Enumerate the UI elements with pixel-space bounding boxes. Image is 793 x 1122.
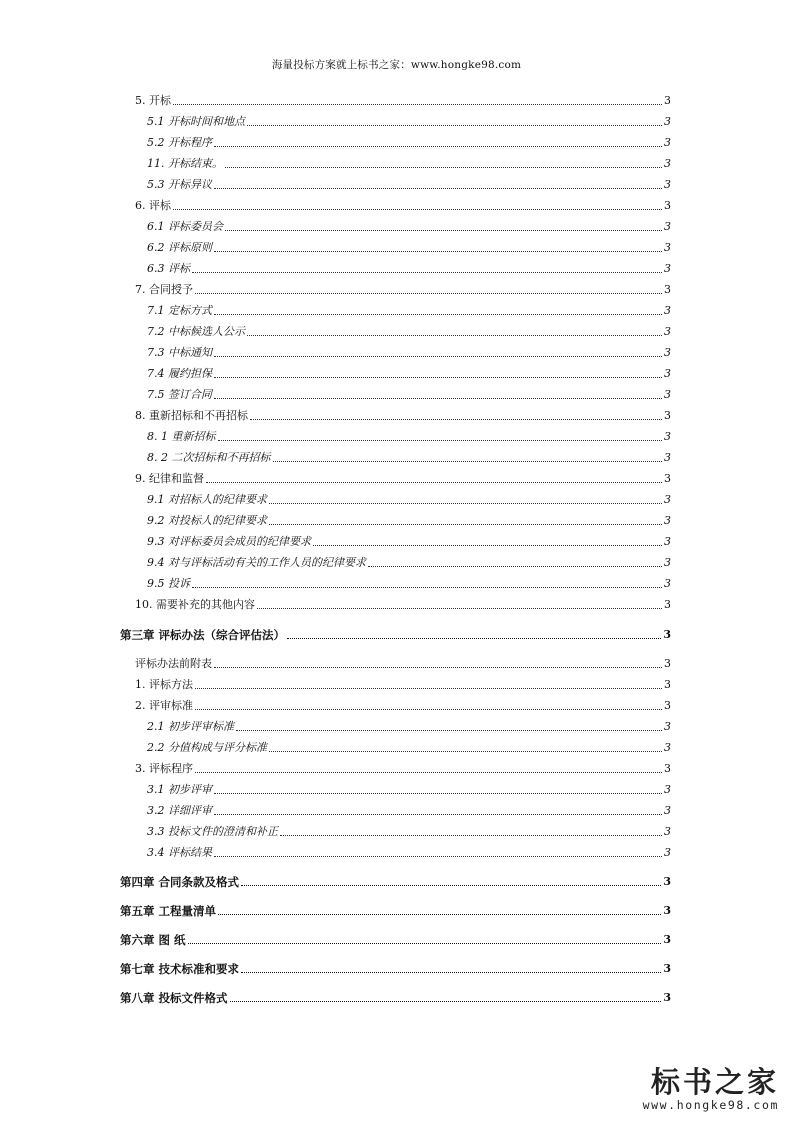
toc-page-number: 3 (663, 933, 671, 946)
toc-entry[interactable] (135, 699, 671, 713)
toc-leader-dots (214, 145, 662, 147)
toc-leader-dots (195, 771, 662, 773)
toc-page-number: 3 (664, 535, 671, 548)
toc-page-number: 3 (664, 304, 671, 317)
toc-entry[interactable] (135, 598, 671, 612)
toc-leader-dots (257, 607, 662, 609)
toc-chapter-entry[interactable] (120, 904, 671, 918)
toc-entry[interactable] (147, 535, 671, 549)
brand-logo-title: 标书之家 (650, 1065, 779, 1099)
toc-page-number: 3 (664, 741, 671, 754)
toc-leader-dots (241, 971, 661, 973)
toc-entry[interactable] (147, 241, 671, 255)
toc-page-number: 3 (664, 115, 671, 128)
toc-page-number: 3 (664, 577, 671, 590)
toc-entry-label: 3. 评标程序 (135, 762, 193, 775)
toc-entry[interactable] (135, 199, 671, 213)
toc-leader-dots (218, 913, 661, 915)
toc-entry[interactable] (147, 430, 671, 444)
toc-page-number: 3 (664, 367, 671, 380)
toc-page-number: 3 (664, 94, 671, 107)
toc-entry-label: 5. 开标 (135, 94, 171, 107)
brand-logo (643, 1066, 779, 1112)
toc-entry[interactable] (147, 388, 671, 402)
toc-entry[interactable] (147, 577, 671, 591)
toc-leader-dots (214, 813, 662, 815)
toc-entry[interactable] (135, 657, 671, 671)
toc-leader-dots (192, 586, 662, 588)
toc-page-number: 3 (664, 178, 671, 191)
toc-leader-dots (214, 313, 662, 315)
toc-page-number: 3 (663, 875, 671, 888)
toc-page-number: 3 (664, 157, 671, 170)
toc-chapter-entry[interactable] (120, 875, 671, 889)
toc-leader-dots (225, 166, 662, 168)
toc-leader-dots (241, 884, 661, 886)
toc-leader-dots (280, 834, 662, 836)
toc-entry-label: 2. 评审标准 (135, 699, 193, 712)
toc-leader-dots (269, 750, 662, 752)
toc-entry-label: 8. 2 二次招标和不再招标 (147, 451, 271, 464)
toc-page-number: 3 (663, 962, 671, 975)
toc-entry-label: 5.1 开标时间和地点 (147, 115, 245, 128)
toc-entry[interactable] (147, 136, 671, 150)
toc-page-number: 3 (664, 451, 671, 464)
toc-entry-label: 8. 1 重新招标 (147, 430, 216, 443)
toc-entry-label: 第五章 工程量清单 (120, 904, 217, 918)
toc-page-number: 3 (664, 388, 671, 401)
toc-leader-dots (247, 334, 662, 336)
toc-entry[interactable] (135, 283, 671, 297)
toc-page-number: 3 (664, 678, 671, 691)
toc-entry-label: 10. 需要补充的其他内容 (135, 598, 255, 611)
toc-chapter-entry[interactable] (120, 628, 671, 642)
toc-entry[interactable] (147, 846, 671, 860)
toc-entry[interactable] (147, 783, 671, 797)
toc-entry[interactable] (147, 325, 671, 339)
toc-page-number: 3 (664, 846, 671, 859)
toc-leader-dots (269, 523, 662, 525)
toc-entry[interactable] (147, 346, 671, 360)
toc-entry[interactable] (147, 451, 671, 465)
toc-entry[interactable] (135, 94, 671, 108)
toc-leader-dots (247, 124, 662, 126)
brand-logo-url: www.hongke98.com (642, 1098, 779, 1112)
toc-page-number: 3 (664, 720, 671, 733)
toc-page-number: 3 (664, 262, 671, 275)
toc-entry-label: 第八章 投标文件格式 (120, 991, 228, 1005)
toc-entry-label: 6.3 评标 (147, 262, 190, 275)
toc-page-number: 3 (664, 430, 671, 443)
toc-entry-label: 7.3 中标通知 (147, 346, 212, 359)
toc-leader-dots (214, 376, 662, 378)
toc-entry-label: 7.2 中标候选人公示 (147, 325, 245, 338)
toc-entry-label: 3.1 初步评审 (147, 783, 212, 796)
toc-entry-label: 9.2 对投标人的纪律要求 (147, 514, 267, 527)
toc-entry-label: 7.4 履约担保 (147, 367, 212, 380)
toc-leader-dots (214, 250, 662, 252)
toc-entry-label: 第六章 图 纸 (120, 933, 186, 947)
toc-entry-label: 第四章 合同条款及格式 (120, 875, 240, 889)
toc-leader-dots (206, 481, 662, 483)
toc-page-number: 3 (664, 346, 671, 359)
toc-entry-label: 3.3 投标文件的澄清和补正 (147, 825, 278, 838)
toc-entry-label: 7.5 签订合同 (147, 388, 212, 401)
toc-page-number: 3 (664, 514, 671, 527)
toc-entry[interactable] (147, 262, 671, 276)
toc-leader-dots (214, 855, 662, 857)
toc-entry-label: 11. 开标结束。 (147, 157, 223, 170)
toc-page-number: 3 (664, 825, 671, 838)
toc-entry-label: 8. 重新招标和不再招标 (135, 409, 248, 422)
toc-page-number: 3 (664, 493, 671, 506)
toc-entry-label: 第七章 技术标准和要求 (120, 962, 240, 976)
toc-page-number: 3 (664, 556, 671, 569)
page-header: 海量投标方案就上标书之家：www.hongke98.com (271, 59, 522, 71)
toc-page-number: 3 (664, 783, 671, 796)
toc-entry-label: 9.1 对招标人的纪律要求 (147, 493, 267, 506)
toc-entry-label: 1. 评标方法 (135, 678, 193, 691)
toc-leader-dots (214, 187, 662, 189)
toc-entry[interactable] (147, 220, 671, 234)
toc-leader-dots (236, 729, 662, 731)
toc-page-number: 3 (664, 325, 671, 338)
toc-leader-dots (313, 544, 662, 546)
toc-page-number: 3 (663, 628, 671, 641)
toc-leader-dots (195, 292, 662, 294)
toc-page-number: 3 (664, 136, 671, 149)
toc-entry-label: 3.2 详细评审 (147, 804, 212, 817)
toc-entry[interactable] (147, 367, 671, 381)
toc-leader-dots (287, 637, 661, 639)
toc-entry[interactable] (147, 556, 671, 570)
toc-entry-label: 2.2 分值构成与评分标准 (147, 741, 267, 754)
toc-leader-dots (250, 418, 662, 420)
toc-page-number: 3 (664, 657, 671, 670)
toc-leader-dots (195, 708, 662, 710)
toc-entry-label: 7. 合同授予 (135, 283, 193, 296)
toc-leader-dots (214, 397, 662, 399)
toc-page-number: 3 (664, 283, 671, 296)
toc-page-number: 3 (664, 804, 671, 817)
toc-page-number: 3 (663, 991, 671, 1004)
toc-page-number: 3 (664, 762, 671, 775)
toc-entry-label: 7.1 定标方式 (147, 304, 212, 317)
toc-entry[interactable] (147, 304, 671, 318)
toc-leader-dots (225, 229, 662, 231)
toc-page-number: 3 (664, 598, 671, 611)
toc-entry[interactable] (147, 825, 671, 839)
toc-entry-label: 评标办法前附表 (135, 657, 212, 670)
toc-entry-label: 5.2 开标程序 (147, 136, 212, 149)
toc-leader-dots (188, 942, 662, 944)
toc-leader-dots (173, 103, 662, 105)
toc-entry[interactable] (135, 762, 671, 776)
toc-chapter-entry[interactable] (120, 991, 671, 1005)
toc-leader-dots (214, 792, 662, 794)
toc-leader-dots (173, 208, 662, 210)
toc-entry-label: 9.5 投诉 (147, 577, 190, 590)
toc-page-number: 3 (664, 409, 671, 422)
toc-entry-label: 5.3 开标异议 (147, 178, 212, 191)
toc-entry[interactable] (147, 115, 671, 129)
toc-entry-label: 9. 纪律和监督 (135, 472, 204, 485)
toc-entry-label: 6.1 评标委员会 (147, 220, 223, 233)
toc-entry[interactable] (147, 720, 671, 734)
toc-entry-label: 第三章 评标办法（综合评估法） (120, 628, 286, 642)
toc-entry-label: 6.2 评标原则 (147, 241, 212, 254)
toc-page-number: 3 (664, 699, 671, 712)
toc-entry[interactable] (147, 741, 671, 755)
toc-entry[interactable] (147, 804, 671, 818)
toc-entry[interactable] (135, 409, 671, 423)
toc-chapter-entry[interactable] (120, 962, 671, 976)
toc-page-number: 3 (664, 220, 671, 233)
toc-page-number: 3 (663, 904, 671, 917)
toc-chapter-entry[interactable] (120, 933, 671, 947)
toc-leader-dots (269, 502, 662, 504)
toc-leader-dots (218, 439, 663, 441)
toc-leader-dots (368, 565, 662, 567)
toc-entry[interactable] (135, 678, 671, 692)
toc-leader-dots (230, 1000, 662, 1002)
toc-entry-label: 9.4 对与评标活动有关的工作人员的纪律要求 (147, 556, 366, 569)
toc-entry[interactable] (135, 472, 671, 486)
toc-entry[interactable] (147, 178, 671, 192)
toc-leader-dots (214, 355, 662, 357)
toc-leader-dots (273, 460, 663, 462)
toc-leader-dots (214, 666, 662, 668)
toc-leader-dots (192, 271, 662, 273)
toc-page-number: 3 (664, 472, 671, 485)
toc-entry-label: 6. 评标 (135, 199, 171, 212)
toc-leader-dots (195, 687, 662, 689)
toc-page-number: 3 (664, 199, 671, 212)
toc-entry-label: 9.3 对评标委员会成员的纪律要求 (147, 535, 311, 548)
toc-entry[interactable] (147, 157, 671, 171)
toc-entry[interactable] (147, 514, 671, 528)
toc-page-number: 3 (664, 241, 671, 254)
toc-entry-label: 2.1 初步评审标准 (147, 720, 234, 733)
toc-entry-label: 3.4 评标结果 (147, 846, 212, 859)
toc-entry[interactable] (147, 493, 671, 507)
